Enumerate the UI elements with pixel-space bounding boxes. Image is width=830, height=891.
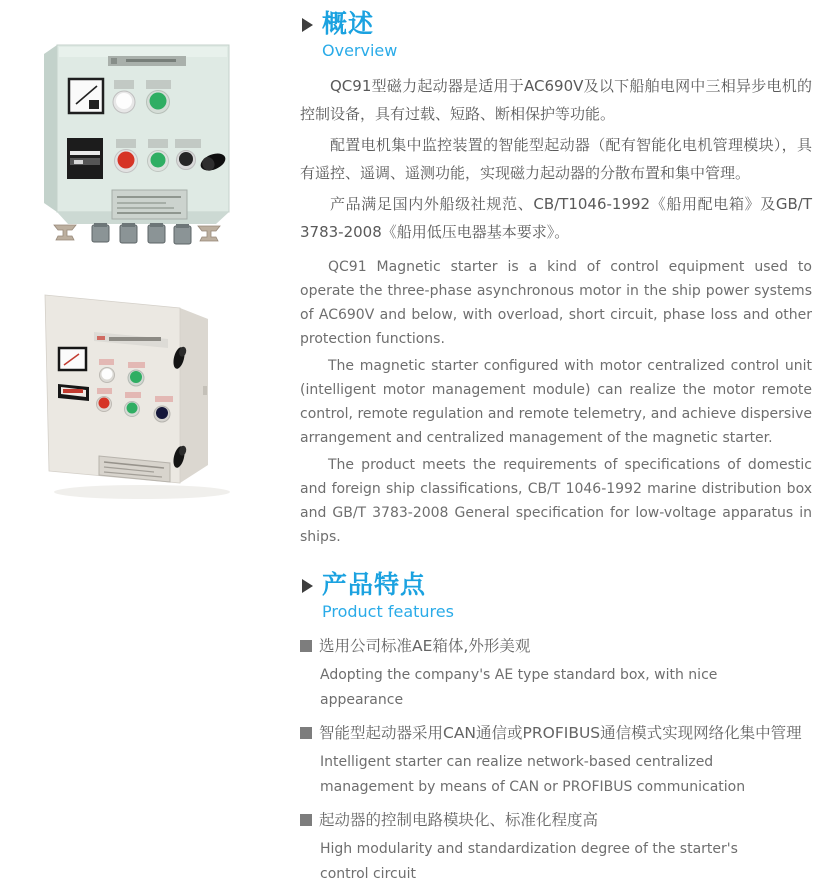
feature-text-en: Adopting the company's AE type standard box, with nice appearance [320, 667, 718, 708]
overview-paragraph-zh: 配置电机集中监控装置的智能型起动器（配有智能化电机管理模块），具有遥控、遥调、遥测功能，实现磁力起动器的分散布置和集中管理。 [300, 136, 812, 182]
features-title-zh: 产品特点 [322, 570, 427, 599]
button-label [146, 80, 171, 89]
cabinet-front-image [36, 42, 246, 249]
product-images-column [0, 0, 292, 869]
green-run-button [148, 151, 169, 172]
overview-paragraph-zh: 产品满足国内外船级社规范、CB/T1046-1992《船用配电箱》及GB/T 3783-2008《船用低压电器基本要求》。 [300, 195, 812, 241]
button-label [97, 388, 112, 394]
overview-paragraph-en: QC91 Magnetic starter is a kind of control equipment used to operate the three-phase asynchronous motor in the ship power systems of AC690V and below, with overload, short circuit, phase loss and other protection functions. [300, 259, 812, 347]
button-label [125, 392, 141, 398]
cabinet-shadow [54, 485, 230, 499]
cable-glands [92, 223, 191, 244]
cabinet-perspective-image [42, 276, 244, 508]
panel-meter [59, 348, 86, 370]
feature-text-zh: 选用公司标准AE箱体,外形美观 [319, 637, 531, 655]
content-column [300, 8, 812, 891]
cabinet-front-illustration [36, 42, 246, 249]
button-label [114, 80, 134, 89]
cabinet-left-face [44, 45, 57, 212]
square-bullet-icon [300, 640, 312, 652]
cabinet-perspective-illustration [42, 276, 244, 508]
overview-english-block [300, 255, 812, 549]
red-stop-button [97, 397, 112, 412]
cabinet-right-face [180, 308, 208, 483]
feature-heading [300, 807, 812, 833]
ammeter [69, 79, 103, 113]
black-reset-button [177, 151, 196, 170]
feature-item [300, 720, 812, 800]
button-label [148, 139, 168, 148]
white-indicator-button [100, 368, 115, 383]
section-arrow-icon [302, 579, 313, 593]
overview-paragraph-en: The magnetic starter configured with motor centralized control unit (intelligent motor management module) can realize the motor remote control, remote regulation and remote telemetry, and achieve dispersive arrangement and centralized management of the magnetic starter. [300, 358, 812, 446]
red-stop-button [115, 150, 138, 173]
feature-text-en: Intelligent starter can realize network-based centralized management by means of CAN or PROFIBUS communication [320, 754, 746, 795]
feature-text-zh: 智能型起动器采用CAN通信或PROFIBUS通信模式实现网络化集中管理 [319, 724, 802, 742]
button-label [128, 362, 145, 368]
overview-paragraph-en: The product meets the requirements of specifications of domestic and foreign ship classifications, CB/T 1046-1992 marine distribution box and GB/T 3783-2008 General specification for low-voltage apparatus in ships. [300, 457, 812, 545]
blue-reset-button [154, 406, 170, 422]
white-indicator-button [113, 91, 135, 113]
overview-title-en: Overview [322, 41, 398, 60]
overview-header [300, 8, 812, 40]
feature-text-zh: 起动器的控制电路模块化、标准化程度高 [319, 811, 599, 829]
section-overview [300, 8, 812, 549]
section-product-features [300, 569, 812, 887]
feature-heading [300, 720, 812, 746]
features-header [300, 569, 812, 601]
button-label [175, 139, 201, 148]
feature-text-en: High modularity and standardization degree of the starter's control circuit [320, 841, 738, 882]
button-label [155, 396, 173, 402]
nameplate [112, 190, 187, 219]
cabinet-front-face [57, 45, 229, 212]
overview-paragraph-zh: QC91型磁力起动器是适用于AC690V及以下船舶电网中三相异步电机的控制设备，具有过载、短路、断相保护等功能。 [300, 77, 812, 123]
button-label [116, 139, 136, 148]
green-start-button [128, 370, 144, 386]
breaker-module [67, 138, 103, 179]
features-title-en: Product features [322, 602, 454, 621]
overview-title-zh: 概述 [322, 9, 375, 38]
green-run-button [125, 402, 140, 417]
square-bullet-icon [300, 814, 312, 826]
green-start-button [147, 91, 170, 114]
feature-item [300, 633, 812, 713]
feature-heading [300, 633, 812, 659]
feature-item [300, 807, 812, 887]
section-arrow-icon [302, 18, 313, 32]
square-bullet-icon [300, 727, 312, 739]
button-label [99, 359, 114, 365]
